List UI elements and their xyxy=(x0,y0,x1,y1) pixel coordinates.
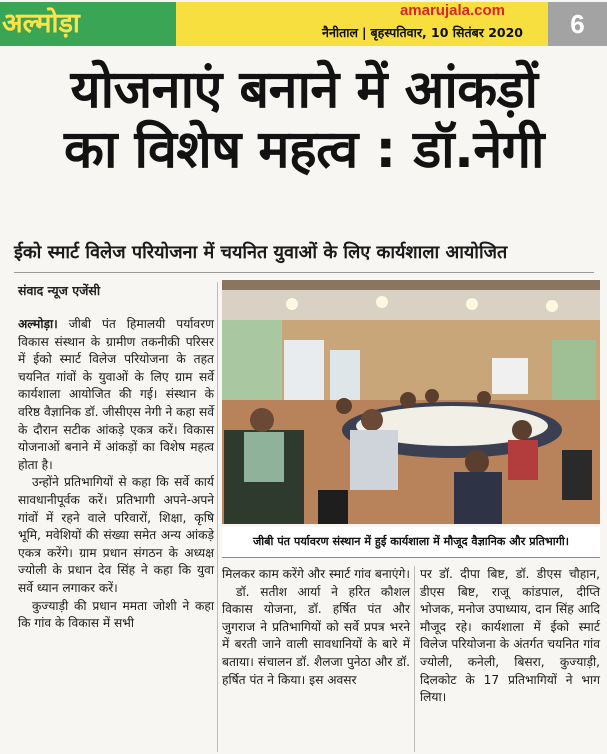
section-tag: अल्मोड़ा xyxy=(0,2,176,46)
edition-dateline xyxy=(322,24,523,41)
edition-date: बृहस्पतिवार, 10 सितंबर 2020 xyxy=(370,25,523,40)
byline: संवाद न्यूज एजेंसी xyxy=(18,283,101,298)
paragraph: कुज्याड़ी की प्रधान ममता जोशी ने कहा कि गांव के विकास में सभी xyxy=(18,598,214,631)
brand-name: amarujala.com xyxy=(399,2,505,19)
photo-caption: जीबी पंत पर्यावरण संस्थान में हुई कार्यशाला में मौजूद वैज्ञानिक और प्रतिभागी। xyxy=(222,527,600,558)
dateline-separator: | xyxy=(361,25,367,40)
page-number: 6 xyxy=(548,2,607,46)
column-divider xyxy=(414,566,415,752)
dateline: अल्मोड़ा। xyxy=(18,317,58,331)
paragraph xyxy=(18,316,214,474)
paragraph: उन्होंने प्रतिभागियों से कहा कि सर्वे कार्य सावधानीपूर्वक करें। प्रतिभागी अपने-अपने गांवों में रहने वाले परिवारों, शिक्षा, कृषि भूमि, मवेशियों की संख्या समेत अन्य आंकड़े एकत्र करेंगे। ग्राम प्रधान संगठन के अध्यक्ष ज्योली के प्रधान देव सिंह ने कहा कि युवा सर्वे ध्यान लगाकर करें। xyxy=(18,475,214,595)
headline-line-2: का विशेष महत्व : डॉ.नेगी xyxy=(64,120,544,180)
masthead xyxy=(0,0,607,48)
paragraph: पर डॉ. दीपा बिष्ट, डॉ. डीएस चौहान, डीएस बिष्ट, राजू कांडपाल, दीप्ति भोजक, मनोज उपाध्याय, दान सिंह आदि मौजूद रहे। कार्यशाला में ईको स्मार्ट विलेज परियोजना के अंतर्गत चयनित गांव ज्योली, कनेली, बिसरा, कुज्याड़ी, दिलकोट के 17 प्रतिभागियों ने भाग लिया। xyxy=(420,567,600,705)
workshop-photo-illustration xyxy=(222,280,600,524)
news-photo xyxy=(222,280,600,524)
edition-city: नैनीताल xyxy=(322,25,358,40)
paragraph: मिलकर काम करेंगे और स्मार्ट गांव बनाएंगे। xyxy=(222,567,410,581)
article-column-3 xyxy=(420,566,600,707)
article-column-2 xyxy=(222,566,410,689)
headline-line-1: योजनाएं बनाने में आंकड़ों xyxy=(70,60,538,120)
headline xyxy=(14,60,594,180)
article-column-1 xyxy=(18,316,214,633)
paragraph-text: जीबी पंत हिमालयी पर्यावरण विकास संस्थान के ग्रामीण तकनीकी परिसर में ईको स्मार्ट विलेज परियोजना के तहत चयनित गांवों के युवाओं के लिए ग्राम सर्वे कार्यशाला आयोजित की गई। संस्थान के वरिष्ठ वैज्ञानिक डॉ. जीसीएस नेगी ने कहा सर्वे के दौरान सटीक आंकड़े एकत्र करें। विकास योजनाओं बनाने में आंकड़ों का विशेष महत्व होता है। xyxy=(18,317,214,472)
column-divider xyxy=(217,282,218,752)
paragraph: डॉ. सतीश आर्या ने हरित कौशल विकास योजना, डॉ. हर्षित पंत और जुगराज ने प्रतिभागियों को सर्वे प्रपत्र भरने में बरती जाने वाली सावधानियों के बारे में बताया। संचालन डॉ. शैलजा पुनेठा और डॉ. हर्षित पंत ने किया। इस अवसर xyxy=(222,584,410,687)
subheadline: ईको स्मार्ट विलेज परियोजना में चयनित युवाओं के लिए कार्यशाला आयोजित xyxy=(14,240,594,273)
